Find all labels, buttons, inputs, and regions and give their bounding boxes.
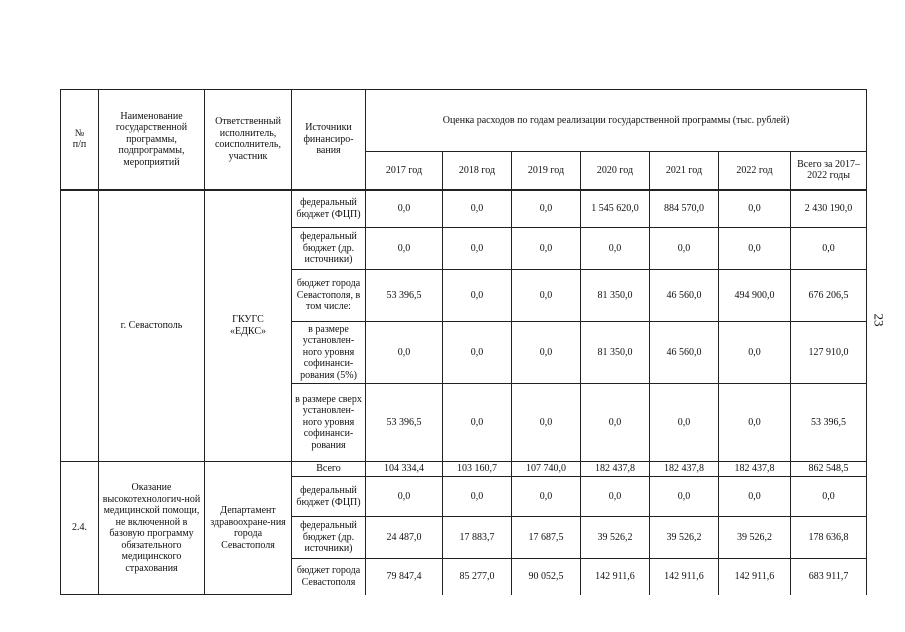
value-cell: 683 911,7 — [791, 559, 867, 595]
value-cell: 0,0 — [443, 322, 512, 384]
value-cell: 0,0 — [366, 322, 443, 384]
value-cell: 0,0 — [512, 190, 581, 228]
value-cell: 0,0 — [512, 322, 581, 384]
value-cell: 0,0 — [366, 228, 443, 270]
value-cell: 178 636,8 — [791, 517, 867, 559]
value-cell: 0,0 — [443, 228, 512, 270]
value-cell: 39 526,2 — [650, 517, 719, 559]
value-cell: 0,0 — [512, 228, 581, 270]
budget-table — [60, 89, 867, 595]
value-cell: 0,0 — [581, 384, 650, 462]
value-cell: 24 487,0 — [366, 517, 443, 559]
value-cell: 182 437,8 — [719, 462, 791, 477]
value-cell: 0,0 — [581, 228, 650, 270]
header-year: 2018 год — [443, 152, 512, 190]
source-cell: федеральный бюджет (др. источники) — [292, 517, 366, 559]
row-responsible: ГКУГС «ЕДКС» — [205, 190, 292, 462]
row-responsible: Департамент здравоохране-ния города Севастополя — [205, 462, 292, 595]
value-cell: 0,0 — [366, 190, 443, 228]
value-cell: 0,0 — [650, 384, 719, 462]
value-cell: 0,0 — [650, 477, 719, 517]
header-responsible: Ответственный исполнитель, соисполнитель, участник — [205, 90, 292, 190]
source-cell: Всего — [292, 462, 366, 477]
header-estimate: Оценка расходов по годам реализации государственной программы (тыс. рублей) — [366, 90, 867, 152]
value-cell: 0,0 — [512, 384, 581, 462]
header-num: № п/п — [61, 90, 99, 190]
source-cell: в размере установлен-ного уровня софинанси-рования (5%) — [292, 322, 366, 384]
header-sources: Источники финансиро- вания — [292, 90, 366, 190]
value-cell: 104 334,4 — [366, 462, 443, 477]
value-cell: 0,0 — [719, 190, 791, 228]
value-cell: 182 437,8 — [650, 462, 719, 477]
value-cell: 0,0 — [512, 270, 581, 322]
source-cell: федеральный бюджет (др. источники) — [292, 228, 366, 270]
value-cell: 46 560,0 — [650, 322, 719, 384]
value-cell: 676 206,5 — [791, 270, 867, 322]
table-row — [61, 190, 867, 228]
source-cell: федеральный бюджет (ФЦП) — [292, 477, 366, 517]
value-cell: 142 911,6 — [719, 559, 791, 595]
value-cell: 79 847,4 — [366, 559, 443, 595]
value-cell: 53 396,5 — [366, 270, 443, 322]
value-cell: 85 277,0 — [443, 559, 512, 595]
value-cell: 0,0 — [443, 270, 512, 322]
header-year: 2017 год — [366, 152, 443, 190]
value-cell: 0,0 — [581, 477, 650, 517]
value-cell: 884 570,0 — [650, 190, 719, 228]
row-num: 2.4. — [61, 462, 99, 595]
value-cell: 142 911,6 — [650, 559, 719, 595]
header-name: Наименование государственной программы, подпрограммы, мероприятий — [99, 90, 205, 190]
value-cell: 0,0 — [719, 322, 791, 384]
header-year: 2022 год — [719, 152, 791, 190]
value-cell: 0,0 — [512, 477, 581, 517]
value-cell: 494 900,0 — [719, 270, 791, 322]
value-cell: 182 437,8 — [581, 462, 650, 477]
source-cell: федеральный бюджет (ФЦП) — [292, 190, 366, 228]
value-cell: 127 910,0 — [791, 322, 867, 384]
header-year: 2019 год — [512, 152, 581, 190]
value-cell: 0,0 — [443, 477, 512, 517]
value-cell: 17 883,7 — [443, 517, 512, 559]
row-num — [61, 190, 99, 462]
value-cell: 0,0 — [443, 190, 512, 228]
source-cell: в размере сверх установлен-ного уровня софинанси-рования — [292, 384, 366, 462]
value-cell: 1 545 620,0 — [581, 190, 650, 228]
value-cell: 862 548,5 — [791, 462, 867, 477]
value-cell: 0,0 — [650, 228, 719, 270]
value-cell: 81 350,0 — [581, 270, 650, 322]
value-cell: 53 396,5 — [791, 384, 867, 462]
value-cell: 0,0 — [791, 228, 867, 270]
value-cell: 0,0 — [719, 477, 791, 517]
header-year: 2021 год — [650, 152, 719, 190]
source-cell: бюджет города Севастополя, в том числе: — [292, 270, 366, 322]
value-cell: 2 430 190,0 — [791, 190, 867, 228]
value-cell: 90 052,5 — [512, 559, 581, 595]
source-cell: бюджет города Севастополя — [292, 559, 366, 595]
value-cell: 39 526,2 — [581, 517, 650, 559]
value-cell: 39 526,2 — [719, 517, 791, 559]
header-total: Всего за 2017–2022 годы — [791, 152, 867, 190]
value-cell: 0,0 — [366, 477, 443, 517]
value-cell: 17 687,5 — [512, 517, 581, 559]
header-year: 2020 год — [581, 152, 650, 190]
value-cell: 0,0 — [791, 477, 867, 517]
value-cell: 53 396,5 — [366, 384, 443, 462]
table-row — [61, 462, 867, 477]
value-cell: 81 350,0 — [581, 322, 650, 384]
row-name: г. Севастополь — [99, 190, 205, 462]
page-number: 23 — [871, 313, 887, 327]
value-cell: 107 740,0 — [512, 462, 581, 477]
value-cell: 46 560,0 — [650, 270, 719, 322]
value-cell: 0,0 — [443, 384, 512, 462]
row-name: Оказание высокотехнологич-ной медицинской помощи, не включенной в базовую программу обязательного медицинского страхования — [99, 462, 205, 595]
value-cell: 142 911,6 — [581, 559, 650, 595]
value-cell: 103 160,7 — [443, 462, 512, 477]
value-cell: 0,0 — [719, 228, 791, 270]
value-cell: 0,0 — [719, 384, 791, 462]
